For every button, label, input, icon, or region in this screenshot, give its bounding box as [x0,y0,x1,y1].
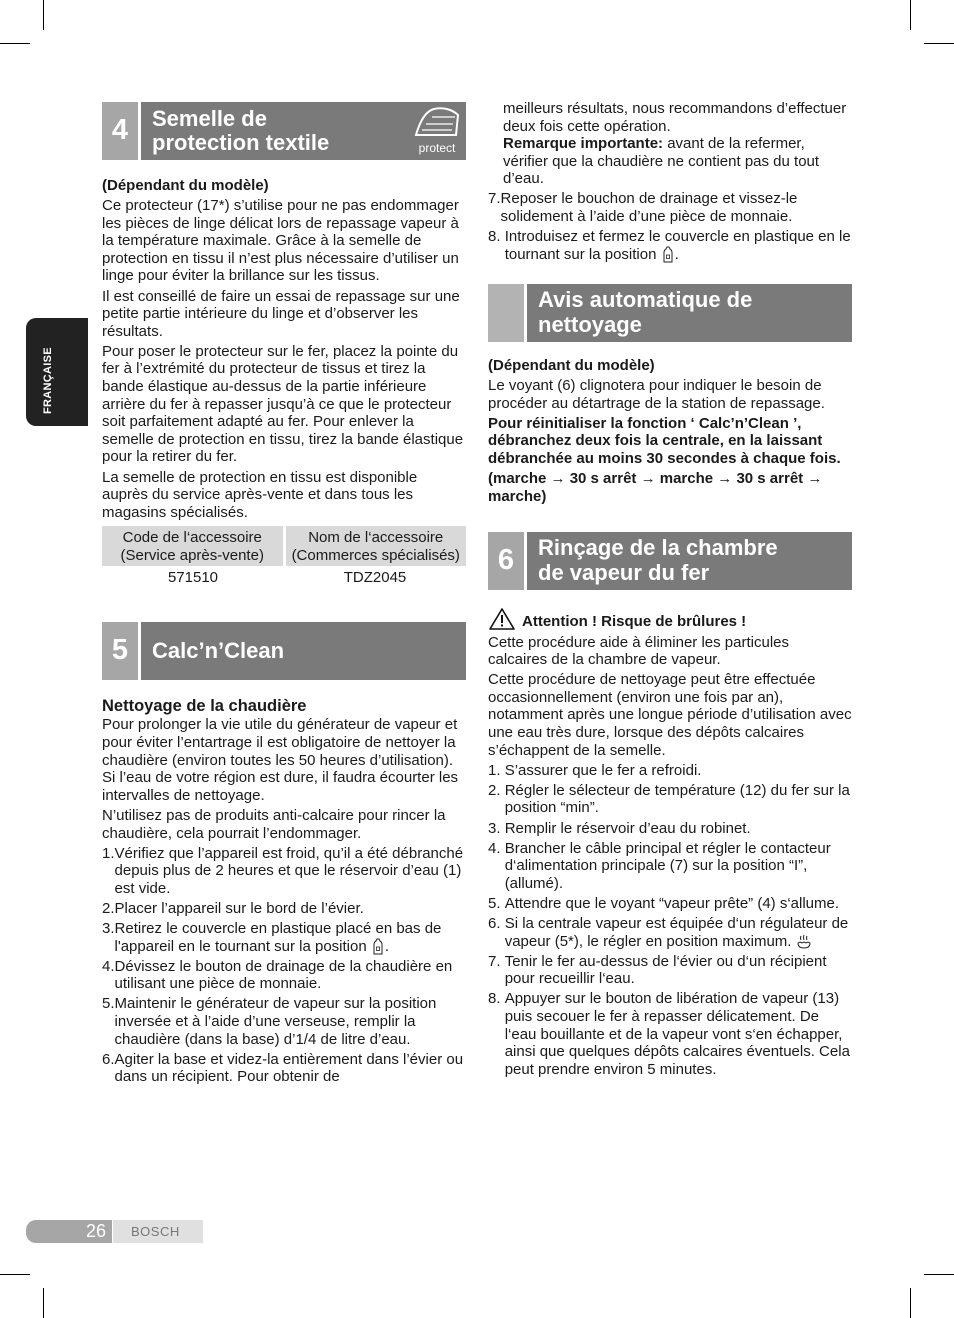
section-4-header [102,102,466,160]
list-item [488,840,852,893]
step-number: 6. [488,915,505,932]
step-number: 7. [488,952,505,970]
rinsing-steps [488,762,852,1079]
paragraph: Pour prolonger la vie utile du générateur de vapeur et pour éviter l’entartrage il est obligatoire de nettoyer la chaudière (environ toutes les 50 heures d’utilisation). Si l’eau de votre région est dure, il faudra écourter les intervalles de nettoyage. [102,716,459,804]
protect-iron-icon [412,105,462,157]
step-number: 5. [488,894,505,912]
section-number: 4 [102,102,138,160]
section-title: Calc’n’Clean [141,622,466,680]
step-text: Tenir le fer au-dessus de l‘évier ou d‘un récipient pour recueillir l‘eau. [504,952,827,988]
table-cell: TDZ2045 [343,569,407,587]
right-column [488,100,852,1081]
section-title-line: Rinçage de la chambre [538,535,778,561]
step-text: Remplir le réservoir d’eau du robinet. [504,819,751,837]
crop-mark [924,1274,954,1275]
step-number: 2. [102,899,115,917]
accessory-table [102,526,466,590]
crop-mark [43,1288,44,1318]
step-number: 6. [102,1050,115,1068]
step-number: 3. [102,920,115,937]
list-item [102,900,466,918]
paragraph: Il est conseillé de faire un essai de repassage sur une petite partie intérieure du linge et d’observer les résultats. [102,287,460,340]
step-number: 3. [488,819,505,837]
section-number: 6 [488,532,524,590]
step-number: 8. [488,228,505,246]
step-text: Appuyer sur le bouton de libération de vapeur (13) puis secouer le fer à repasser délicatement. De l‘eau bouillante et de la vapeur vont s‘en échapper, ainsi que quelques dépôts calcaires éventuels. Cela peut prendre environ 5 minutes. [504,990,850,1078]
list-item [102,920,466,955]
list-item [102,845,466,898]
step-text: Si la centrale vapeur est équipée d‘un régulateur de vapeur (5*), le régler en position maximum. [504,915,849,950]
paragraph: (marche → 30 s arrêt → marche → 30 s arrêt → marche) [488,469,823,505]
brand-label: BOSCH [113,1220,203,1243]
period: . [674,245,679,263]
step-text: Reposer le bouchon de drainage et vissez-le solidement à l’aide d’une pièce de monnaie. [500,190,798,226]
list-item [102,958,466,993]
steam-max-icon [796,933,812,950]
crop-mark [43,0,44,30]
avis-header [488,284,852,342]
paragraph: Ce protecteur (17*) s’utilise pour ne pas endommager les pièces de linge délicat lors de repassage vapeur à la température maximale. Grâce à la semelle de protection en tissu il n’est plus nécessaire d’utiliser un linge pour éviter la brillance sur les tissus. [102,197,459,285]
step-number: 7. [488,190,501,208]
paragraph: Le voyant (6) clignotera pour indiquer le besoin de procéder au détartrage de la station de repassage. [488,376,825,412]
left-column [102,102,466,1088]
model-note: (Dépendant du modèle) [102,177,269,194]
list-item [488,915,852,950]
section-title-line: de vapeur du fer [538,559,710,585]
list-item [488,782,852,817]
table-row [102,566,466,590]
section-title-line: Semelle de [152,105,267,131]
paragraph: Cette procédure aide à éliminer les particules calcaires de la chambre de vapeur. [488,633,789,669]
language-label: FRANÇAISE [42,347,54,414]
model-note: (Dépendant du modèle) [488,356,655,374]
section-5-header [102,622,466,680]
section-title-line: protection textile [152,130,330,155]
list-item [488,895,852,913]
section-number-blank [488,284,524,342]
step-text: Vérifiez que l’appareil est froid, qu’il a été débranché depuis plus de 2 heures et que le réservoir d’eau (1) est vide. [114,844,464,897]
crop-mark [0,1274,30,1275]
unlock-position-icon [371,938,385,955]
step-number: 2. [488,781,505,799]
subheading: Nettoyage de la chaudière [102,696,307,715]
crop-mark [910,1288,911,1318]
list-item [102,1051,466,1086]
section-title-line: Avis automatique de [538,287,753,313]
table-header: Nom de l‘accessoire (Commerces spécialisés) [284,526,466,566]
list-item [488,990,852,1078]
step-text: Attendre que le voyant “vapeur prête” (4) s‘allume. [504,894,840,912]
step-text: Brancher le câble principal et régler le contacteur d‘alimentation principale (7) sur la position “I”, (allumé). [504,839,831,892]
section-title [527,532,852,590]
warning-text: Attention ! Risque de brûlures ! [522,613,747,630]
language-tab [26,318,88,426]
list-item [488,953,852,988]
step-text: Placer l’appareil sur le bord de l’évier. [114,899,364,917]
table-cell: 571510 [167,569,219,587]
list-item [488,228,852,263]
list-item [488,820,852,838]
step-number: 5. [102,995,115,1013]
paragraph [503,135,852,188]
descaling-steps-continued [488,190,852,263]
list-item [102,995,466,1048]
step-text: Retirez le couvercle en plastique placé en bas de l'appareil en le tournant sur la position [114,920,442,955]
step-number: 1. [102,844,115,862]
section-title-line: nettoyage [538,311,642,337]
table-header: Code de l‘accessoire (Service après-vente) [102,526,284,566]
warning-line [488,607,852,631]
remark-label: Remarque importante: [503,135,664,153]
paragraph: Pour poser le protecteur sur le fer, placez la pointe du fer à l’extrémité du protecteur de tissus et tirez la bande élastique au-dessus de la partie inférieure arrière du fer à repasser jusqu’à ce que le protecteur soit parfaitement adapté au fer. Pour enlever la semelle de protection en tissu, tirez la bande élastique pour la retirer du fer. [102,342,464,466]
paragraph: meilleurs résultats, nous recommandons d’effectuer deux fois cette opération. [503,100,847,135]
list-item [488,762,852,780]
step-text: Dévissez le bouton de drainage de la chaudière en utilisant une pièce de monnaie. [114,957,453,993]
period: . [384,937,390,955]
protect-icon-label: protect [418,141,456,155]
section-6-header [488,532,852,590]
warning-icon [488,607,516,631]
remark-text: avant de la refermer, vérifier que la chaudière ne contient pas du tout d’eau. [503,135,820,188]
crop-mark [0,43,30,44]
paragraph: N’utilisez pas de produits anti-calcaire pour rincer la chaudière, cela pourrait l’endommager. [102,806,446,842]
step-number: 8. [488,990,505,1008]
crop-mark [924,43,954,44]
section-title [527,284,852,342]
step-number: 1. [488,761,505,779]
step-6-continuation [488,100,852,188]
section-number: 5 [102,622,138,680]
paragraph: La semelle de protection en tissu est disponible auprès du service après-vente et dans tous les magasins spécialisés. [102,468,418,521]
lock-position-icon [661,246,675,263]
list-item [488,190,852,225]
paragraph: Cette procédure de nettoyage peut être effectuée occasionnellement (environ une fois par an), notamment après une longue période d’utilisation avec une eau très dure, lorsque des dépôts calcaires s’échappent de la semelle. [488,671,852,759]
step-number: 4. [488,839,505,857]
paragraph: Pour réinitialiser la fonction ‘ Calc’n’Clean ’, débranchez deux fois la centrale, en la laissant débranchée au moins 30 secondes à chaque fois. [488,414,841,467]
step-text: Agiter la base et videz-la entièrement dans l’évier ou dans un récipient. Pour obtenir de [114,1050,464,1086]
step-text: Régler le sélecteur de température (12) du fer sur la position “min”. [504,781,850,817]
page-number: 26 [26,1220,112,1243]
section-title [141,102,466,160]
step-text: S’assurer que le fer a refroidi. [504,761,702,779]
step-text: Maintenir le générateur de vapeur sur la position inversée et à l’aide d’une verseuse, remplir la chaudière (dans la base) d’1/4 de litre d’eau. [114,995,437,1048]
step-text: Introduisez et fermez le couvercle en plastique en le tournant sur la position [504,228,851,263]
step-number: 4. [102,957,115,975]
descaling-steps [102,845,466,1086]
crop-mark [910,0,911,30]
